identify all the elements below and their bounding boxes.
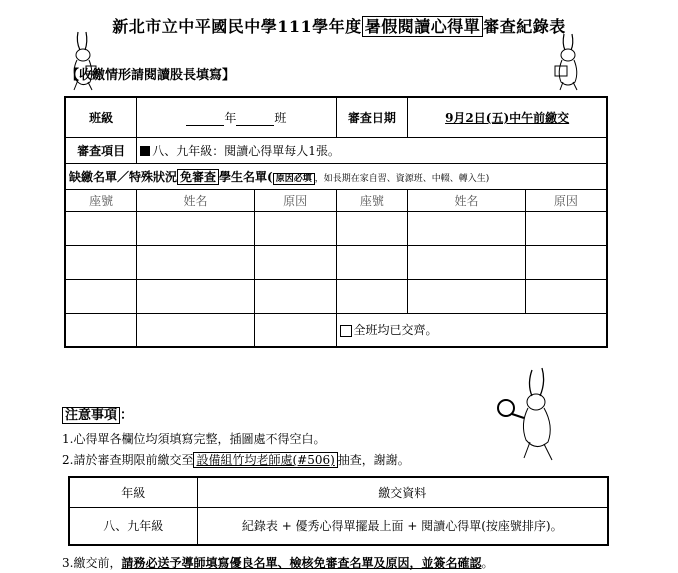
note-item-1: 1.心得單各欄位均須填寫完整，插圖處不得空白。	[62, 432, 326, 446]
table-row	[65, 279, 607, 313]
col-name-1: 姓名	[137, 189, 255, 211]
all-paid-cell[interactable]	[336, 313, 607, 347]
review-item-text: 八、九年級：閱讀心得單每人1張。	[152, 143, 340, 158]
rabbit-illustration-right	[552, 32, 586, 92]
sub-header-grade: 年級	[69, 477, 197, 507]
note-item-3-post: 。	[481, 556, 494, 570]
checkbox-filled	[140, 146, 150, 156]
note-item-3-underlined: 請務必送予導師填寫優良名單、檢核免審查名單及原因，並簽名確認	[121, 556, 482, 570]
review-date-value: 9月2日(五)中午前繳交	[408, 97, 607, 137]
note-item-3	[62, 554, 493, 571]
all-paid-checkbox[interactable]	[340, 325, 352, 337]
reason-note: ，如長期在家自習、資源班、中輟、轉入生)	[314, 173, 490, 184]
notes-heading-text: 注意事項	[62, 407, 120, 424]
class-label: 班級	[65, 97, 137, 137]
missing-list-part1: 缺繳名單／特殊狀況	[69, 169, 178, 184]
missing-list-header	[65, 163, 607, 189]
review-item-label: 審查項目	[65, 137, 137, 163]
missing-list-part2: 學生名單(	[219, 169, 273, 184]
title-boxed: 暑假閱讀心得單	[362, 16, 484, 37]
col-reason-1: 原因	[254, 189, 336, 211]
all-paid-label: 全班均已交齊。	[353, 323, 438, 338]
review-record-table	[64, 96, 608, 348]
col-reason-2: 原因	[525, 189, 607, 211]
note-item-2-pre: 2.請於審查期限前繳交至	[62, 453, 194, 467]
sub-grade: 八、九年級	[69, 507, 197, 545]
rabbit-magnifier-illustration	[494, 366, 574, 466]
class-unit: 班	[274, 110, 287, 125]
col-seat-2: 座號	[336, 189, 408, 211]
notes-heading	[62, 404, 133, 423]
col-seat-1: 座號	[65, 189, 137, 211]
sub-materials: 紀錄表 + 優秀心得單擺最上面 + 閱讀心得單(按座號排序)。	[197, 507, 608, 545]
title-suffix: 審查紀錄表	[483, 17, 566, 36]
review-item-value	[137, 137, 607, 163]
reason-required-boxed: 原因必填	[273, 173, 315, 185]
subheading: 【收繳情形請閱讀股長填寫】	[66, 68, 236, 83]
note-item-2-post: 抽查，謝謝。	[337, 453, 410, 467]
col-name-2: 姓名	[408, 189, 526, 211]
note-item-2	[62, 451, 410, 468]
table-row	[65, 313, 607, 347]
note-item-2-boxed: 設備組竹均老師處(#506)	[193, 452, 337, 468]
submission-table	[68, 476, 609, 546]
exempt-boxed: 免審查	[177, 169, 219, 185]
review-date-label: 審查日期	[336, 97, 408, 137]
note-item-3-pre: 3.繳交前，	[62, 556, 122, 570]
table-row	[65, 211, 607, 245]
class-field[interactable]	[137, 97, 336, 137]
notes-heading-colon: ：	[120, 408, 134, 423]
title-prefix: 新北市立中平國民中學111學年度	[112, 17, 362, 36]
table-row	[65, 245, 607, 279]
sub-header-materials: 繳交資料	[197, 477, 608, 507]
year-unit: 年	[224, 110, 237, 125]
